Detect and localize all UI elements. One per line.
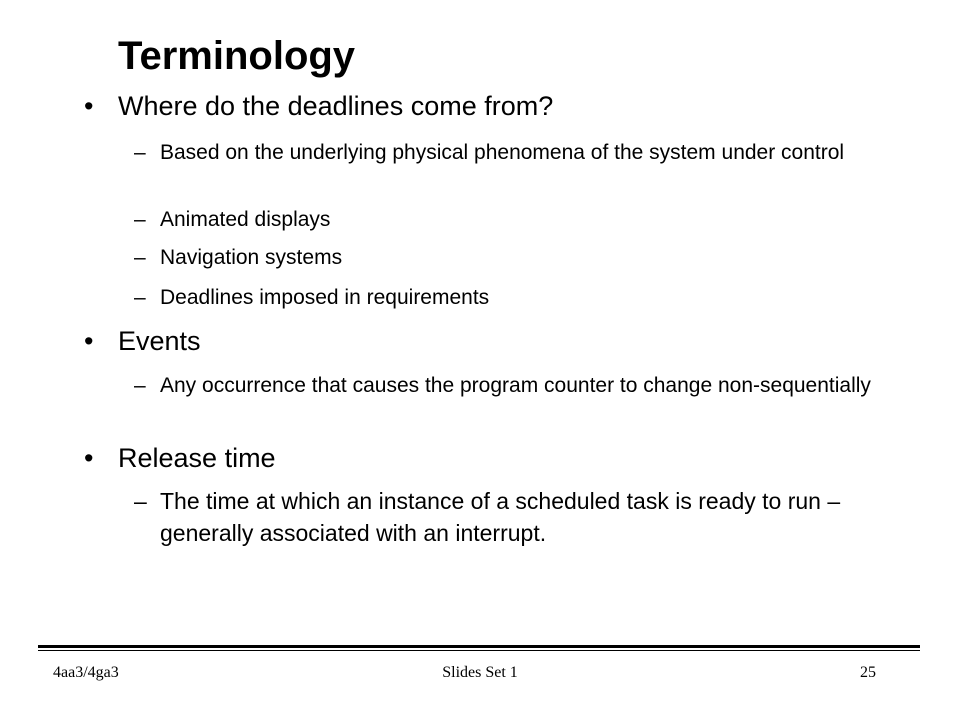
dash-icon: – (134, 488, 147, 514)
sub-bullet-text: Based on the underlying physical phenomena of the system under control (160, 141, 845, 164)
sub-bullet-text: Animated displays (160, 208, 331, 231)
bullet-icon: • (84, 91, 94, 121)
sub-bullet-deadlines-requirements (134, 283, 905, 312)
bullet-text: Where do the deadlines come from? (118, 91, 554, 121)
bullet-text: Events (118, 326, 201, 356)
bullet-events (84, 325, 201, 357)
bullet-release-time (84, 442, 276, 474)
dash-icon: – (134, 208, 146, 231)
bullet-text: Release time (118, 443, 276, 473)
dash-icon: – (134, 286, 146, 309)
sub-bullet-text: The time at which an instance of a scheduled task is ready to run – generally associated with an interrupt. (160, 488, 841, 546)
sub-bullet-release-definition (134, 485, 890, 549)
footer-course-code: 4aa3/4ga3 (53, 664, 119, 681)
sub-bullet-navigation-systems (134, 243, 905, 272)
sub-bullet-physical-phenomena (134, 138, 905, 167)
dash-icon: – (134, 141, 146, 164)
bullet-deadlines (84, 90, 554, 122)
footer-page-number: 25 (860, 664, 876, 681)
sub-bullet-text: Deadlines imposed in requirements (160, 286, 490, 309)
sub-bullet-text: Navigation systems (160, 246, 343, 269)
slide-title: Terminology (118, 34, 356, 78)
dash-icon: – (134, 374, 146, 397)
footer-slide-set: Slides Set 1 (442, 664, 518, 681)
bullet-icon: • (84, 443, 94, 473)
sub-bullet-any-occurrence (134, 371, 905, 400)
footer-divider-thin (38, 650, 920, 651)
bullet-icon: • (84, 326, 94, 356)
sub-bullet-animated-displays (134, 205, 905, 234)
footer-divider (38, 645, 920, 648)
dash-icon: – (134, 246, 146, 269)
sub-bullet-text: Any occurrence that causes the program counter to change non-sequentially (160, 374, 871, 397)
